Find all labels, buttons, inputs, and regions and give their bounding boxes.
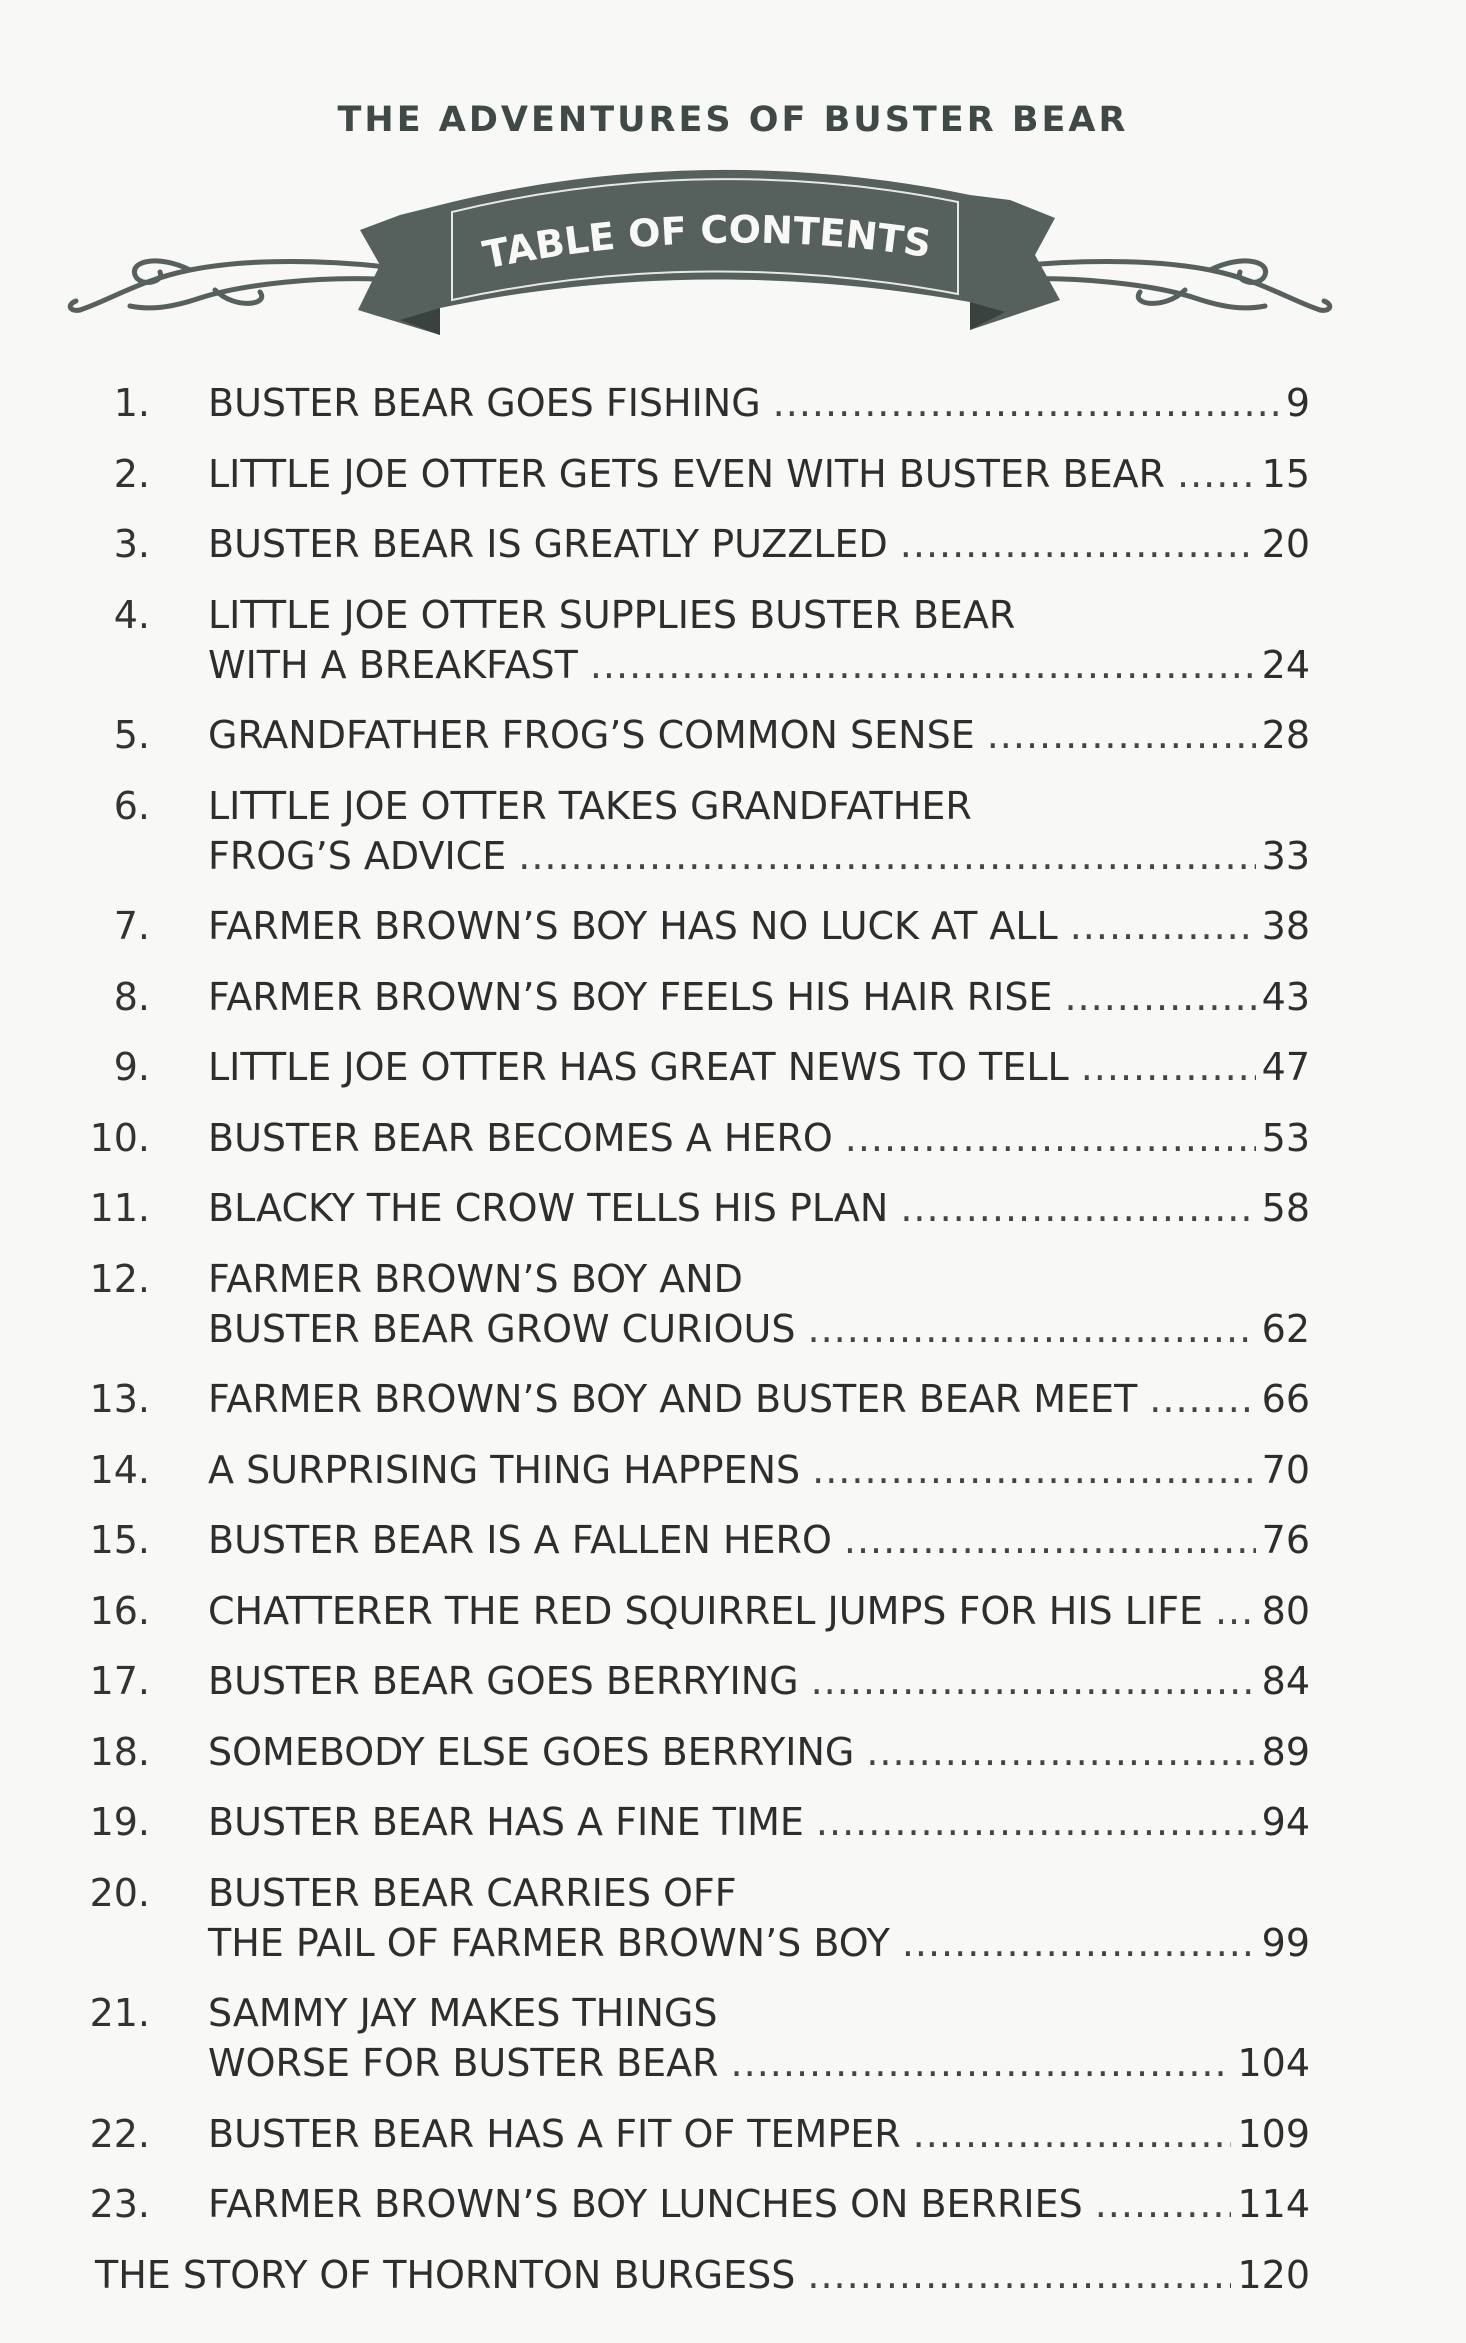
toc-entry[interactable] [208,831,1310,881]
toc-entry[interactable] [208,2038,1310,2088]
toc-entry[interactable] [208,449,1310,499]
toc-entry[interactable] [208,2109,1310,2159]
toc-entry[interactable] [208,519,1310,569]
chapter-title: BUSTER BEAR IS A FALLEN HERO [208,1518,832,1562]
page-number: 9 [1285,381,1310,425]
chapter-number: 6. [113,783,150,828]
toc-entry[interactable] [208,901,1310,951]
chapter-title: FROG’S ADVICE [208,833,507,878]
toc-entry[interactable] [208,2179,1310,2229]
page-number: 28 [1261,713,1310,757]
chapter-number: 22. [89,2111,150,2156]
toc-entry[interactable] [208,1304,1310,1354]
banner-title: TABLE OF CONTENTS [479,207,935,278]
chapter-number: 10. [89,1115,150,1160]
page-number: 114 [1237,2182,1310,2226]
dot-leader [773,378,1280,428]
page-number: 99 [1261,1920,1310,1965]
chapter-number: 7. [113,904,150,948]
chapter-title: BUSTER BEAR GROW CURIOUS [208,1306,796,1351]
dot-leader [844,1515,1256,1565]
dot-leader [987,710,1256,760]
chapter-number: 11. [89,1186,150,1230]
dot-leader [902,1918,1256,1968]
page-number: 76 [1261,1518,1310,1562]
chapter-title: WITH A BREAKFAST [208,642,578,687]
dot-leader [900,519,1256,569]
chapter-title: LITTLE JOE OTTER HAS GREAT NEWS TO TELL [208,1045,1069,1089]
dot-leader [1064,972,1255,1022]
book-title: THE ADVENTURES OF BUSTER BEAR [337,100,1129,140]
page-number: 89 [1261,1729,1310,1774]
chapter-number: 14. [89,1447,150,1492]
chapter-number: 2. [113,451,150,496]
dot-leader [845,1113,1256,1163]
chapter-number: 15. [89,1518,150,1562]
dot-leader [518,831,1255,881]
chapter-title: LITTLE JOE OTTER GETS EVEN WITH BUSTER BEAR [208,451,1165,496]
chapter-title-line: BUSTER BEAR CARRIES OFF [208,1870,737,1915]
page-number: 66 [1261,1377,1310,1421]
dot-leader [812,1445,1256,1495]
chapter-title: BLACKY THE CROW TELLS HIS PLAN [208,1186,889,1230]
chapter-number: 5. [113,713,150,757]
chapter-number: 12. [89,1256,150,1301]
chapter-number: 18. [89,1729,150,1774]
toc-entry[interactable] [208,1113,1310,1163]
chapter-title: BUSTER BEAR GOES BERRYING [208,1659,799,1703]
chapter-title-line: LITTLE JOE OTTER SUPPLIES BUSTER BEAR [208,592,1016,637]
page-number: 120 [1237,2252,1310,2297]
page-number: 20 [1261,522,1310,566]
chapter-title-line: FARMER BROWN’S BOY AND [208,1256,743,1301]
chapter-title: GRANDFATHER FROG’S COMMON SENSE [208,713,975,757]
toc-entry[interactable] [208,1515,1310,1565]
afterword-title: THE STORY OF THORNTON BURGESS [95,2252,796,2297]
dot-leader [807,2250,1231,2300]
chapter-number: 17. [89,1659,150,1703]
dot-leader [1070,901,1256,951]
chapter-title: CHATTERER THE RED SQUIRREL JUMPS FOR HIS LIFE [208,1588,1203,1633]
chapter-title: FARMER BROWN’S BOY HAS NO LUCK AT ALL [208,904,1058,948]
chapter-number: 23. [89,2182,150,2226]
chapter-number: 8. [113,974,150,1019]
page-number: 53 [1261,1115,1310,1160]
chapter-title: FARMER BROWN’S BOY AND BUSTER BEAR MEET [208,1377,1138,1421]
toc-entry[interactable] [208,972,1310,1022]
chapter-title: FARMER BROWN’S BOY FEELS HIS HAIR RISE [208,974,1053,1019]
page-number: 84 [1261,1659,1310,1703]
chapter-title: THE PAIL OF FARMER BROWN’S BOY [208,1920,890,1965]
chapter-title: BUSTER BEAR HAS A FIT OF TEMPER [208,2111,901,2156]
page-number: 62 [1261,1306,1310,1351]
chapter-number: 20. [89,1870,150,1915]
chapter-number: 4. [113,592,150,637]
toc-entry[interactable] [208,1656,1310,1706]
page-number: 38 [1261,904,1310,948]
toc-entry[interactable] [208,640,1310,690]
toc-entry[interactable] [208,1042,1310,1092]
page-number: 43 [1261,974,1310,1019]
dot-leader [731,2038,1232,2088]
chapter-title: BUSTER BEAR IS GREATLY PUZZLED [208,522,888,566]
chapter-title: FARMER BROWN’S BOY LUNCHES ON BERRIES [208,2182,1083,2226]
dot-leader [1095,2179,1232,2229]
toc-entry[interactable] [208,1586,1310,1636]
toc-entry[interactable] [208,1797,1310,1847]
dot-leader [807,1304,1255,1354]
chapter-number: 9. [113,1045,150,1089]
page-number: 80 [1261,1588,1310,1633]
chapter-title: WORSE FOR BUSTER BEAR [208,2041,719,2085]
page-number: 24 [1261,642,1310,687]
chapter-title: BUSTER BEAR BECOMES A HERO [208,1115,833,1160]
dot-leader [1149,1374,1255,1424]
chapter-number: 19. [89,1800,150,1844]
chapter-number: 21. [89,1991,150,2035]
chapter-title: A SURPRISING THING HAPPENS [208,1447,801,1492]
chapter-title: BUSTER BEAR HAS A FINE TIME [208,1800,804,1844]
dot-leader [816,1797,1256,1847]
page-number: 33 [1261,833,1310,878]
page-number: 104 [1237,2041,1310,2085]
chapter-number: 1. [113,381,150,425]
page-number: 58 [1261,1186,1310,1230]
page-number: 47 [1261,1045,1310,1089]
dot-leader [900,1183,1255,1233]
chapter-number: 3. [113,522,150,566]
toc-entry[interactable] [208,1918,1310,1968]
page-number: 109 [1237,2111,1310,2156]
dot-leader [811,1656,1256,1706]
toc-entry[interactable] [208,710,1310,760]
toc-entry[interactable] [208,1374,1310,1424]
toc-entry[interactable] [208,378,1310,428]
page-number: 70 [1261,1447,1310,1492]
dot-leader [1081,1042,1256,1092]
chapter-title-line: LITTLE JOE OTTER TAKES GRANDFATHER [208,783,972,828]
chapter-title-line: SAMMY JAY MAKES THINGS [208,1991,718,2035]
chapter-title: SOMEBODY ELSE GOES BERRYING [208,1729,855,1774]
toc-entry[interactable] [208,1183,1310,1233]
toc-entry[interactable] [208,1727,1310,1777]
afterword-entry[interactable] [95,2250,1310,2300]
dot-leader [590,640,1256,690]
dot-leader [866,1727,1255,1777]
dot-leader [913,2109,1232,2159]
page-number: 94 [1261,1800,1310,1844]
dot-leader [1215,1586,1256,1636]
dot-leader [1177,449,1256,499]
chapter-number: 13. [89,1377,150,1421]
chapter-title: BUSTER BEAR GOES FISHING [208,381,761,425]
page-number: 15 [1261,451,1310,496]
chapter-number: 16. [89,1588,150,1633]
toc-entry[interactable] [208,1445,1310,1495]
